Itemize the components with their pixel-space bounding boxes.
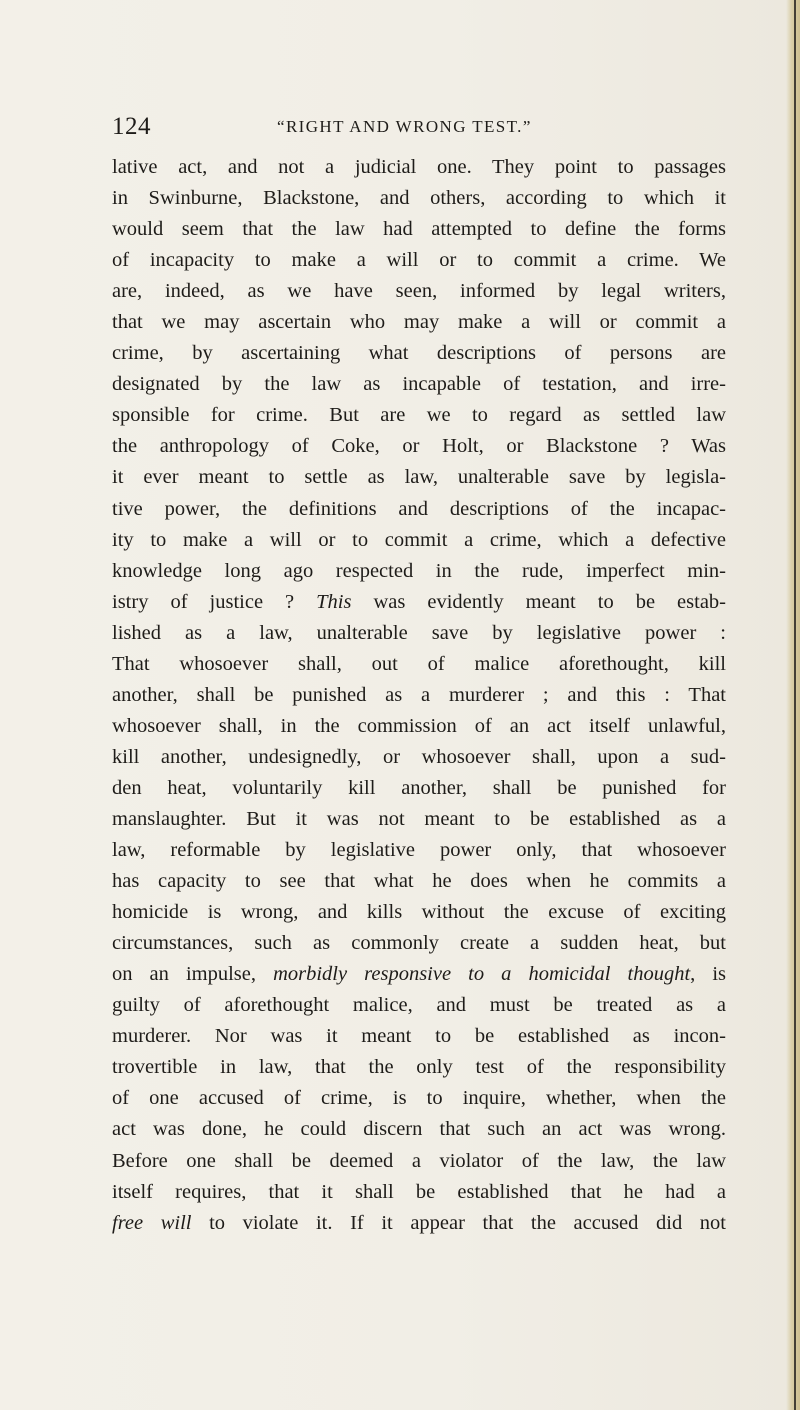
text-line [112, 928, 726, 959]
text-line [112, 897, 726, 928]
text-run: itself requires, that it shall be established that he had a [112, 1180, 726, 1203]
italic-text: This [316, 590, 352, 613]
text-line [112, 307, 726, 338]
page-edge-shadow [794, 0, 796, 1410]
text-run: to violate it. If it appear that the accused did not [191, 1211, 726, 1234]
text-run: manslaughter. But it was not meant to be established as a [112, 807, 726, 830]
text-line [112, 183, 726, 214]
text-line [112, 959, 726, 990]
text-line [112, 990, 726, 1021]
text-line [112, 1021, 726, 1052]
text-line [112, 587, 726, 618]
text-run: lished as a law, unalterable save by legislative power : [112, 621, 726, 644]
text-line [112, 525, 726, 556]
text-run: crime, by ascertaining what descriptions of persons are [112, 342, 726, 365]
text-run: knowledge long ago respected in the rude, imperfect min- [112, 559, 726, 582]
text-line [112, 556, 726, 587]
text-line [112, 649, 726, 680]
text-line [112, 152, 726, 183]
text-run: on an impulse, [112, 963, 274, 986]
text-run: another, shall be punished as a murderer ; and this : That [112, 683, 726, 706]
text-line [112, 711, 726, 742]
text-line [112, 494, 726, 525]
text-run: circumstances, such as commonly create a sudden heat, but [112, 932, 726, 955]
text-line [112, 680, 726, 711]
page-edge [786, 0, 800, 1410]
text-run: has capacity to see that what he does when he commits a [112, 870, 726, 893]
text-run: of incapacity to make a will or to commit a crime. We [112, 249, 726, 272]
text-run: in Swinburne, Blackstone, and others, according to which it [112, 187, 726, 210]
text-line [112, 245, 726, 276]
text-run: , is [690, 963, 726, 986]
body-text [112, 152, 726, 1239]
text-run: homicide is wrong, and kills without the excuse of exciting [112, 901, 726, 924]
italic-text: morbidly responsive to a homicidal thought [273, 963, 691, 986]
text-run: designated by the law as incapable of testation, and irre- [112, 373, 726, 396]
text-run: whosoever shall, in the commission of an act itself unlawful, [112, 714, 726, 737]
text-line [112, 866, 726, 897]
text-line [112, 618, 726, 649]
text-line [112, 462, 726, 493]
text-run: kill another, undesignedly, or whosoever shall, upon a sud- [112, 745, 726, 768]
text-line [112, 1146, 726, 1177]
text-run: tive power, the definitions and descriptions of the incapac- [112, 497, 726, 520]
italic-text: free will [112, 1211, 192, 1234]
page-header [112, 113, 722, 143]
text-line [112, 338, 726, 369]
running-head: “RIGHT AND WRONG TEST.” [277, 117, 532, 136]
text-line [112, 276, 726, 307]
text-line [112, 1208, 726, 1239]
text-line [112, 1177, 726, 1208]
text-run: trovertible in law, that the only test of the responsibility [112, 1056, 726, 1079]
text-run: istry of justice ? [112, 590, 317, 613]
text-run: the anthropology of Coke, or Holt, or Blackstone ? Was [112, 435, 726, 458]
text-line [112, 742, 726, 773]
text-run: would seem that the law had attempted to define the forms [112, 218, 726, 241]
text-run: lative act, and not a judicial one. They point to passages [112, 156, 726, 178]
text-run: sponsible for crime. But are we to regard as settled law [112, 404, 726, 427]
text-run: act was done, he could discern that such an act was wrong. [112, 1118, 726, 1141]
text-line [112, 1083, 726, 1114]
text-run: That whosoever shall, out of malice aforethought, kill [112, 652, 726, 675]
text-line [112, 214, 726, 245]
text-run: guilty of aforethought malice, and must be treated as a [112, 994, 726, 1017]
text-line [112, 804, 726, 835]
text-line [112, 400, 726, 431]
text-run: are, indeed, as we have seen, informed by legal writers, [112, 280, 726, 303]
text-line [112, 369, 726, 400]
text-line [112, 773, 726, 804]
text-run: that we may ascertain who may make a will or commit a [112, 311, 726, 334]
text-run: it ever meant to settle as law, unalterable save by legisla- [112, 466, 726, 489]
text-line [112, 1114, 726, 1145]
text-run: law, reformable by legislative power only, that whosoever [112, 839, 726, 862]
text-run: ity to make a will or to commit a crime, which a defective [112, 528, 726, 551]
text-line [112, 835, 726, 866]
text-line [112, 431, 726, 462]
text-line [112, 1052, 726, 1083]
text-run: was evidently meant to be estab- [351, 590, 726, 613]
text-run: den heat, voluntarily kill another, shall be punished for [112, 776, 726, 799]
text-run: of one accused of crime, is to inquire, whether, when the [112, 1087, 726, 1110]
text-run: Before one shall be deemed a violator of the law, the law [112, 1149, 726, 1172]
text-run: murderer. Nor was it meant to be established as incon- [112, 1025, 726, 1048]
page-number: 124 [112, 113, 151, 140]
